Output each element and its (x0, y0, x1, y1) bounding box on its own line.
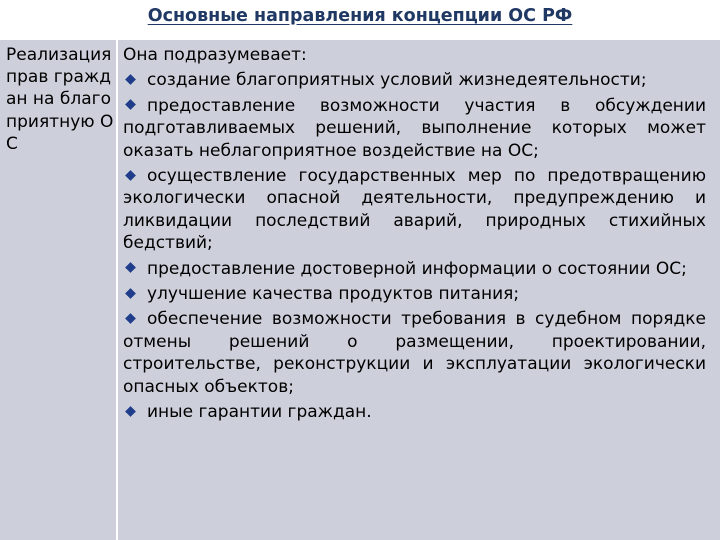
diamond-bullet-icon (125, 99, 136, 110)
left-column-label: Реализация прав граждан на благоприятную ОС (6, 45, 114, 154)
right-column-text (123, 44, 706, 427)
list-item-text: иные гарантии граждан. (147, 402, 372, 423)
diamond-bullet-icon (125, 262, 136, 273)
list-item (123, 401, 706, 423)
list-item (123, 165, 706, 255)
content-table (0, 38, 720, 540)
list-item-text: предоставление достоверной информации о состоянии ОС; (147, 258, 687, 279)
list-item-text: осуществление государственных мер по предотвращению экологически опасной деятельности, предупреждению и ликвидации последствий аварий, природных стихийных бедствий; (123, 166, 706, 254)
list-item-text: предоставление возможности участия в обсуждении подготавливаемых решений, выполнение которых может оказать неблагоприятное воздействие на ОС; (123, 95, 706, 161)
diamond-bullet-icon (125, 406, 136, 417)
column-divider (116, 40, 118, 540)
list-item-text: улучшение качества продуктов питания; (147, 284, 520, 305)
list-item (123, 258, 706, 280)
intro-text: Она подразумевает: (123, 45, 307, 65)
diamond-bullet-icon (125, 170, 136, 181)
diamond-bullet-icon (125, 313, 136, 324)
list-item-text: обеспечение возможности требования в судебном порядке отмены решений о размещении, проектировании, строительстве, реконструкции и эксплуатации экологически опасных объектов; (123, 309, 706, 397)
list-item (123, 95, 706, 162)
diamond-bullet-icon (125, 74, 136, 85)
page-title: Основные направления концепции ОС РФ (147, 6, 573, 26)
list-item (123, 283, 706, 305)
list-item (123, 308, 706, 398)
list-item-text: создание благоприятных условий жизнедеятельности; (147, 70, 647, 91)
list-item (123, 69, 706, 91)
diamond-bullet-icon (125, 288, 136, 299)
